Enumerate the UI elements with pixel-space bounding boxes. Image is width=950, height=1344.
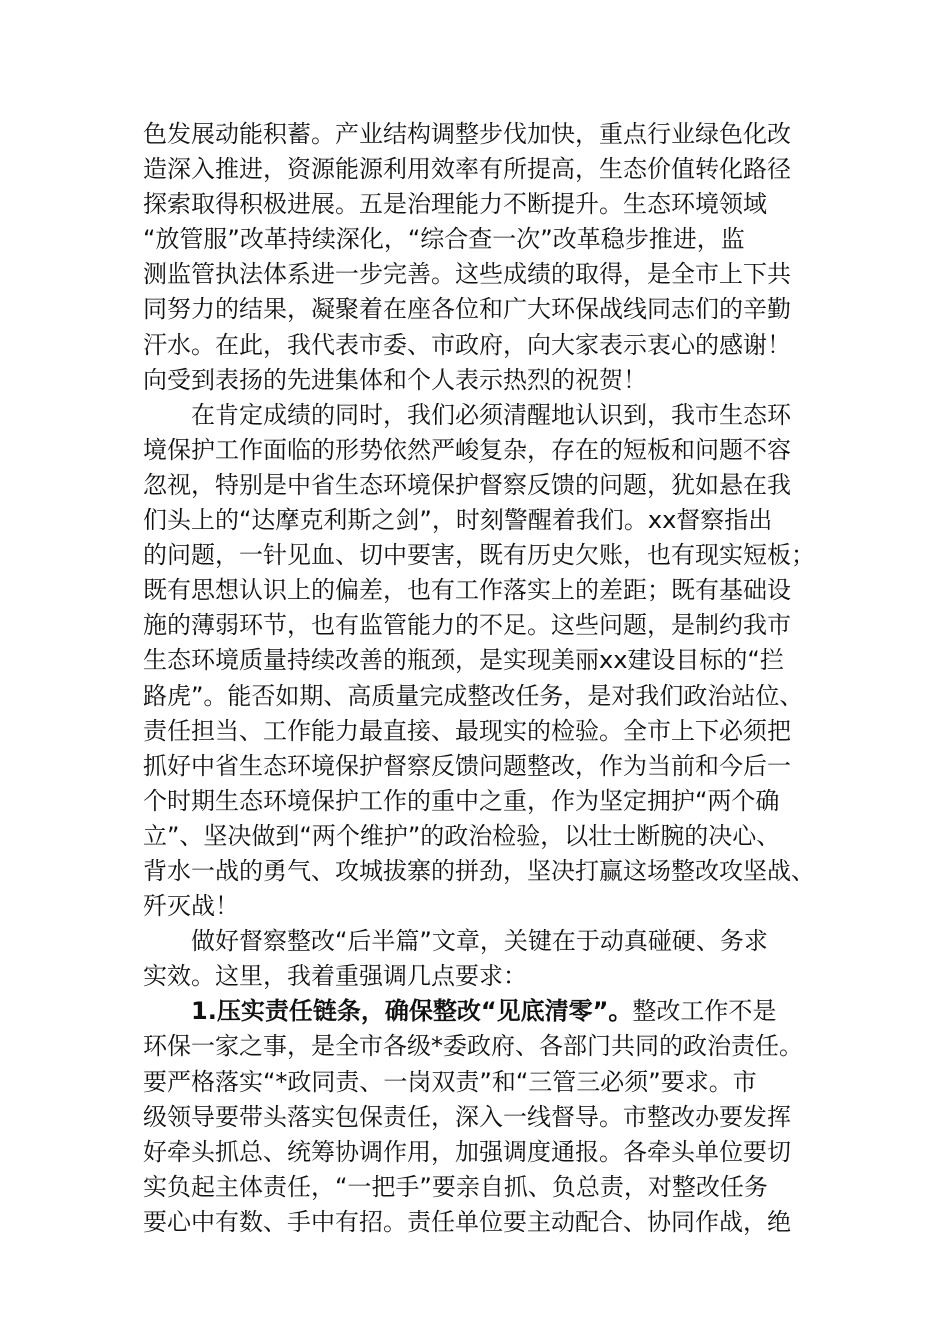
section-heading-1: 1.压实责任链条，确保整改“见底清零”。 [191, 997, 633, 1026]
paragraph-2-line-10: 责任担当、工作能力最直接、最现实的检验。全市上下必须把 [143, 716, 791, 745]
paragraph-2-line-13: 立”、坚决做到“两个维护”的政治检验，以壮士断腕的决心、 [143, 821, 781, 850]
paragraph-3-line-1: 做好督察整改“后半篇”文章，关键在于动真碰硬、务求 [191, 927, 768, 956]
paragraph-4-line-7: 要心中有数、手中有招。责任单位要主动配合、协同作战，绝 [143, 1207, 791, 1236]
paragraph-1-line-1: 色发展动能积蓄。产业结构调整步伐加快，重点行业绿色化改 [143, 120, 791, 148]
paragraph-2-line-2: 境保护工作面临的形势依然严峻复杂，存在的短板和问题不容 [143, 435, 791, 464]
paragraph-4-line-2: 环保一家之事，是全市各级*委政府、各部门共同的政治责任。 [143, 1032, 803, 1061]
paragraph-1-line-4: “放管服”改革持续深化，“综合查一次”改革稳步推进，监 [143, 225, 745, 254]
paragraph-2-line-11: 抓好中省生态环境保护督察反馈问题整改，作为当前和今后一 [143, 751, 791, 780]
paragraph-4-line-5: 好牵头抓总、统筹协调作用，加强调度通报。各牵头单位要切 [143, 1137, 791, 1166]
paragraph-2-line-12: 个时期生态环境保护工作的重中之重，作为坚定拥护“两个确 [143, 786, 780, 815]
paragraph-4-line-3: 要严格落实“*政同责、一岗双责”和“三管三必须”要求。市 [143, 1067, 757, 1096]
paragraph-2-line-4: 们头上的“达摩克利斯之剑”，时刻警醒着我们。xx督察指出 [143, 506, 773, 535]
paragraph-1-line-5: 测监管执法体系进一步完善。这些成绩的取得，是全市上下共 [143, 260, 791, 289]
paragraph-2-line-8: 生态环境质量持续改善的瓶颈，是实现美丽xx建设目标的“拦 [143, 646, 784, 675]
paragraph-2-line-1: 在肯定成绩的同时，我们必须清醒地认识到，我市生态环 [191, 400, 791, 429]
paragraph-1-line-7: 汗水。在此，我代表市委、市政府，向大家表示衷心的感谢！ [143, 330, 791, 359]
paragraph-2-line-3: 忽视，特别是中省生态环境保护督察反馈的问题，犹如悬在我 [143, 470, 791, 499]
paragraph-1-line-3: 探索取得积极进展。五是治理能力不断提升。生态环境领域 [143, 190, 767, 219]
paragraph-3-line-2: 实效。这里，我着重强调几点要求： [143, 962, 527, 991]
paragraph-4-line-4: 级领导要带头落实包保责任，深入一线督导。市整改办要发挥 [143, 1102, 791, 1131]
document-body [143, 117, 815, 1240]
paragraph-2-line-6: 既有思想认识上的偏差，也有工作落实上的差距；既有基础设 [143, 576, 791, 605]
paragraph-2-line-15: 歼灭战！ [143, 892, 239, 921]
paragraph-1-line-8: 向受到表扬的先进集体和个人表示热烈的祝贺！ [143, 365, 647, 394]
paragraph-1-line-6: 同努力的结果，凝聚着在座各位和广大环保战线同志们的辛勤 [143, 295, 791, 324]
paragraph-1-line-2: 造深入推进，资源能源利用效率有所提高，生态价值转化路径 [143, 155, 791, 184]
paragraph-4-line-1 [143, 994, 808, 1029]
paragraph-2-line-7: 施的薄弱环节，也有监管能力的不足。这些问题，是制约我市 [143, 611, 791, 640]
paragraph-4-line-6: 实负起主体责任，“一把手”要亲自抓、负总责，对整改任务 [143, 1172, 768, 1201]
paragraph-2-line-9: 路虎”。能否如期、高质量完成整改任务，是对我们政治站位、 [143, 681, 804, 710]
paragraph-2-line-5: 的问题，一针见血、切中要害，既有历史欠账，也有现实短板； [143, 541, 815, 570]
paragraph-2-line-14: 背水一战的勇气、攻城拔寨的拼劲，坚决打赢这场整改攻坚战、 [143, 856, 815, 885]
paragraph-4-line-1-text: 整改工作不是 [632, 997, 777, 1026]
